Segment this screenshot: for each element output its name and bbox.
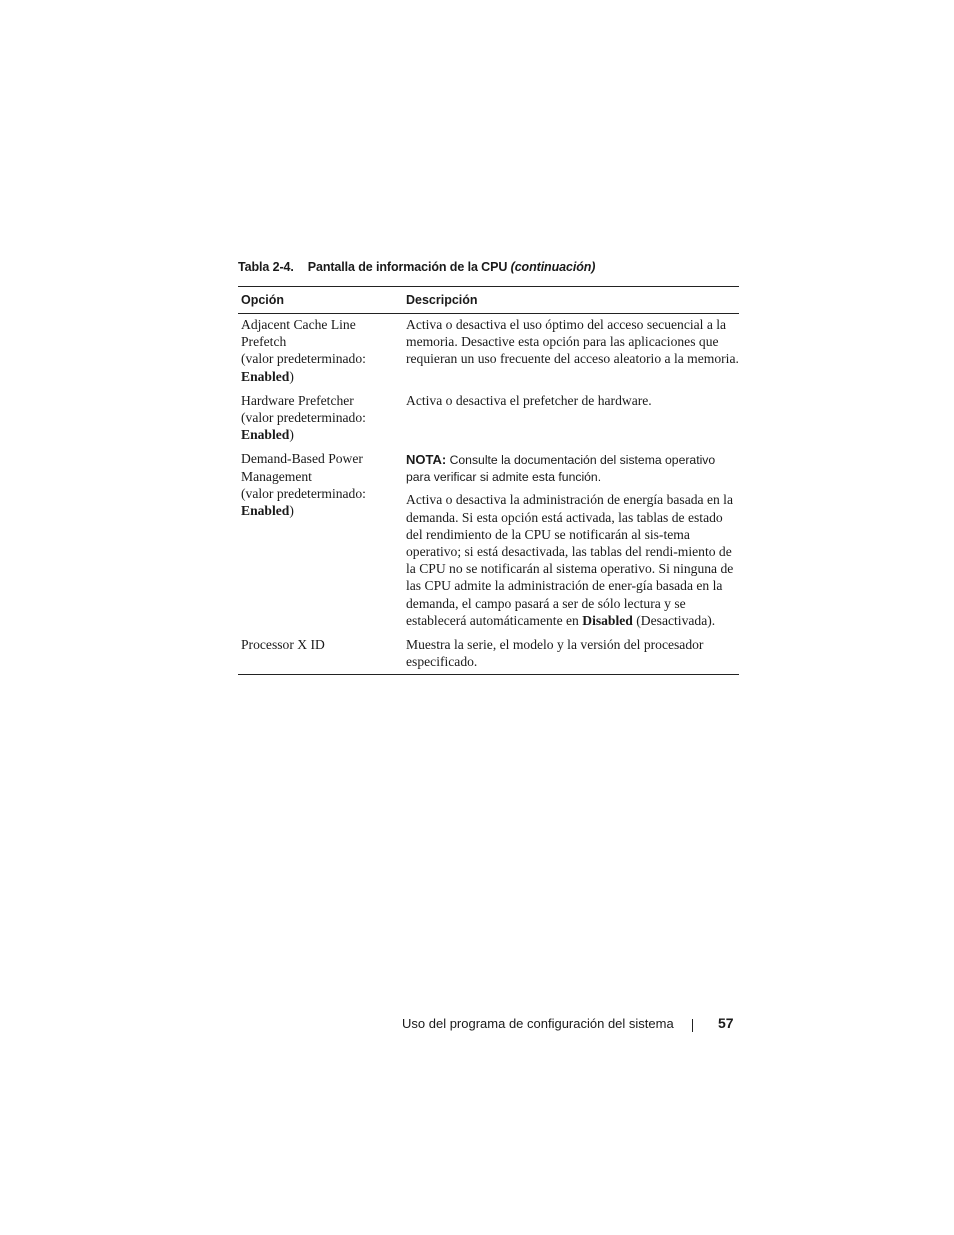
table-row [238,450,739,636]
table-row [238,315,739,392]
note-block [406,451,739,486]
row-option-cell [238,636,403,670]
option-default-label: (valor predeterminado: [241,351,366,367]
row-description-cell [403,392,739,444]
header-description: Descripción [406,293,478,307]
option-default-label: (valor predeterminado: [241,485,366,501]
cpu-info-table [238,286,739,675]
description-bold-value: Disabled [582,612,633,628]
footer-chapter-title: Uso del programa de configuración del sistema [402,1016,674,1031]
table-caption-title: Pantalla de información de la CPU [307,260,508,274]
table-row [238,392,739,451]
row-description-cell [403,636,739,670]
table-caption-continuation: (continuación) [510,260,596,274]
option-text: Prefetch [241,334,287,350]
table-caption-label: Tabla 2-4. [238,260,294,274]
row-option-cell [238,316,403,385]
option-default-value: Enabled) [241,427,294,443]
option-default-value: Enabled) [241,503,294,519]
option-default-label: (valor predeterminado: [241,410,366,426]
description-text: Activa o desactiva la administración de energía basada en la demanda. Si esta opción está activada, las tablas de estado del rendimiento de la CPU se notificarán al sis-tema operativo; si está desactivada, las tablas del rendi-miento de la CPU no se notificarán al sistema operativo. Si ninguna de las CPU admite la administración de ener-gía basada en la demanda, el campo pasará a ser de sólo lectura y se establecerá automáticamente en Disabled (Desactivada). [406,492,734,628]
row-description-cell [403,316,739,385]
option-default-value: Enabled) [241,368,294,384]
table-row [238,636,739,674]
page-number: 57 [718,1015,734,1031]
note-text: Consulte la documentación del sistema operativo para verificar si admite esta función. [406,453,716,485]
option-text: Demand-Based Power [241,451,363,467]
description-text: Activa o desactiva el prefetcher de hardware. [406,392,652,408]
description-text: Activa o desactiva el uso óptimo del acceso secuencial a la memoria. Desactive esta opción para las aplicaciones que requieran un uso frecuente del acceso aleatorio a la memoria. [406,317,739,367]
footer-separator [692,1019,693,1032]
description-text: Muestra la serie, el modelo y la versión del procesador especificado. [406,637,704,670]
table-caption [238,260,595,274]
option-text: Management [241,468,312,484]
option-text: Processor X ID [241,637,325,653]
page-footer [402,1015,737,1035]
header-option: Opción [241,293,285,307]
option-text: Hardware Prefetcher [241,392,354,408]
row-option-cell [238,392,403,444]
table-body [238,314,739,674]
row-option-cell [238,450,403,629]
note-label: NOTA: [406,452,447,468]
option-text: Adjacent Cache Line [241,317,356,332]
table-header-row [238,287,739,314]
row-description-cell [403,450,739,629]
